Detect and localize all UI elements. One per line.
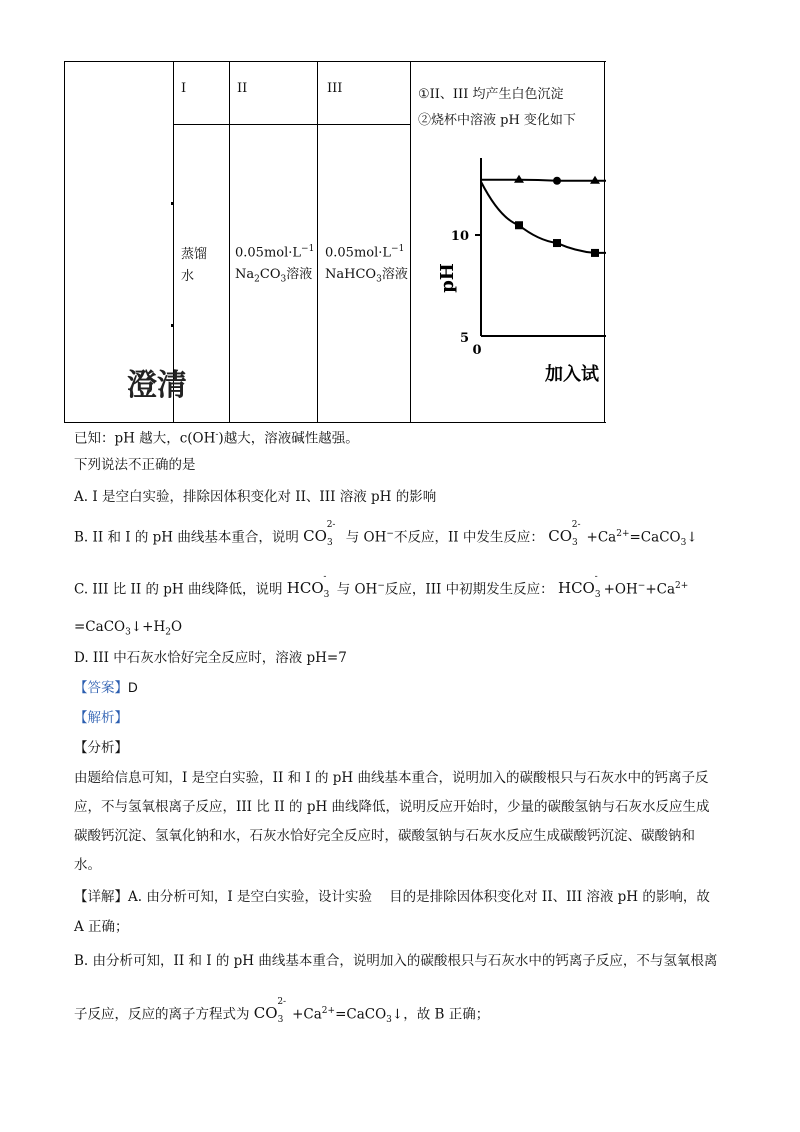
detail-line-1: 【详解】A. 由分析可知，I 是空白实验，设计实验 目的是排除因体积变化对 II、III 溶液 pH 的影响，故 [74, 889, 710, 905]
bicarbonate-ion: $HCO_3^-$ [286, 572, 330, 600]
crop-mark [171, 324, 174, 327]
chart-series-group [481, 175, 606, 257]
y-tick-label-5: 5 [459, 331, 469, 346]
analysis-line-4: 水。 [74, 857, 101, 873]
x-tick-label-0: 0 [472, 343, 482, 358]
option-d: D. III 中石灰水恰好完全反应时，溶液 pH=7 [74, 650, 347, 666]
series-line-0 [481, 180, 606, 181]
cell-distilled-water: 蒸馏水 [181, 247, 208, 284]
table-divider [229, 62, 230, 422]
cropped-label-fragment: 澄清 [127, 368, 187, 403]
detail-line-3: B. 由分析可知，II 和 I 的 pH 曲线基本重合，说明加入的碳酸根只与石灰水中的钙离子反应，不与氢氧根离 [74, 953, 718, 969]
data-point [591, 249, 599, 257]
analysis-line-1: 由题给信息可知，I 是空白实验，II 和 I 的 pH 曲线基本重合，说明加入的碳酸根只与石灰水中的钙离子反 [74, 770, 709, 786]
experiment-table [64, 61, 606, 423]
data-point [514, 175, 524, 183]
option-a: A. I 是空白实验，排除因体积变化对 II、III 溶液 pH 的影响 [74, 489, 437, 505]
header-III: III [327, 81, 343, 96]
ph-chart [425, 150, 606, 422]
series-line-1 [481, 182, 606, 253]
analysis-line-2: 应，不与氢氧根离子反应，III 比 II 的 pH 曲线降低，说明反应开始时，少量的碳酸氢钠与石灰水反应生成 [74, 799, 710, 815]
known-condition: 已知：pH 越大，c(OH-)越大，溶液碱性越强。 [74, 430, 359, 447]
data-point [553, 177, 561, 185]
bicarbonate-ion-eq: $HCO_3^-$ [557, 572, 601, 600]
table-divider [173, 124, 410, 125]
table-divider [604, 61, 605, 423]
analysis-line-3: 碳酸钙沉淀、氢氧化钠和水，石灰水恰好完全反应时，碳酸氢钠与石灰水反应生成碳酸钙沉淀、碳酸钠和 [74, 828, 695, 844]
cell-na2co3: $0.05mol\cdot L^{-1}$ $Na_2CO_3$溶液 [235, 244, 315, 285]
detail-line-2: A 正确； [74, 919, 129, 935]
observation-2: ②烧杯中溶液 pH 变化如下 [418, 113, 576, 128]
data-point [553, 239, 561, 247]
analysis-heading: 【分析】 [74, 740, 128, 756]
y-axis-label: pH [437, 263, 458, 293]
header-II: II [237, 81, 248, 96]
carbonate-ion: $CO_3^{2-}$ [303, 520, 336, 548]
option-c: C. III 比 II 的 pH 曲线降低，说明 $HCO_3^-$ 与 OH−反应，III 中初期发生反应： $HCO_3^-+OH^-+Ca^{2+}$ [74, 575, 688, 605]
header-I: I [181, 81, 187, 96]
question-stem: 下列说法不正确的是 [74, 457, 196, 473]
analysis-label: 【解析】 [74, 710, 128, 726]
carbonate-ion-eq: $CO_3^{2-}$ [548, 520, 581, 548]
y-tick-label-10: 10 [450, 229, 469, 244]
cell-nahco3: $0.05mol\cdot L^{-1}$ NaHCO$_3$溶液 [325, 244, 408, 285]
data-point [515, 221, 523, 229]
answer-line: 【答案】D [74, 680, 138, 696]
x-axis-label: 加入试 [545, 364, 599, 385]
carbonate-ion-detail: $CO_3^{2-}$ [253, 997, 287, 1025]
crop-mark [171, 202, 174, 205]
option-b: B. II 和 I 的 pH 曲线基本重合，说明 $CO_3^{2-}$ 与 OH−不反应，II 中发生反应： $CO_3^{2-}+Ca^{2+}=CaCO_3↓$ [74, 523, 698, 553]
detail-line-4: 子反应，反应的离子方程式为 $CO_3^{2-}+Ca^{2+}=CaCO_3↓$，故 B 正确； [74, 1000, 489, 1030]
option-c-continued: $=CaCO_3↓+H_2O$ [74, 619, 183, 638]
observation-1: ①II、III 均产生白色沉淀 [418, 87, 564, 102]
